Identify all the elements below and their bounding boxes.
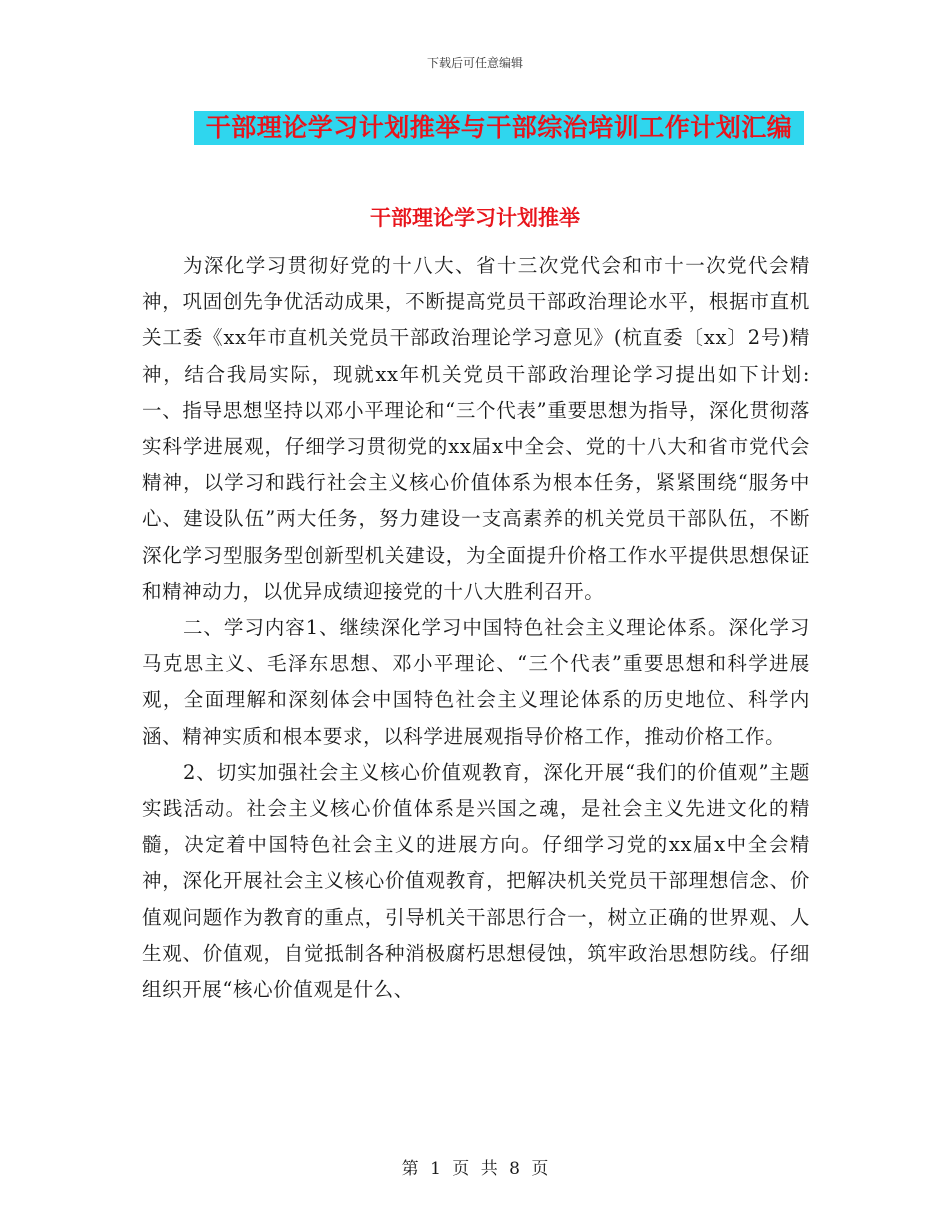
paragraph-study-content: 二、学习内容1、继续深化学习中国特色社会主义理论体系。深化学习马克思主义、毛泽东思想、邓小平理论、“三个代表”重要思想和科学进展观，全面理解和深刻体会中国特色社会主义理论体系的历史地位、科学内涵、精神实质和根本要求，以科学进展观指导价格工作，推动价格工作。 [142, 616, 810, 748]
body-text [142, 248, 810, 1008]
section-title: 干部理论学习计划推举 [370, 206, 580, 230]
paragraph-core-values: 2、切实加强社会主义核心价值观教育，深化开展“我们的价值观”主题实践活动。社会主义核心价值体系是兴国之魂，是社会主义先进文化的精髓，决定着中国特色社会主义的进展方向。仔细学习党的xx届x中全会精神，深化开展社会主义核心价值观教育，把解决机关党员干部理想信念、价值观问题作为教育的重点，引导机关干部思行合一，树立正确的世界观、人生观、价值观，自觉抵制各种消极腐朽思想侵蚀，筑牢政治思想防线。仔细组织开展“核心价值观是什么、 [142, 760, 810, 1002]
header-note: 下载后可任意编辑 [426, 56, 523, 70]
paragraph-intro: 为深化学习贯彻好党的十八大、省十三次党代会和市十一次党代会精神，巩固创先争优活动成果，不断提高党员干部政治理论水平，根据市直机关工委《xx年市直机关党员干部政治理论学习意见》(杭直委〔xx〕2号)精神，结合我局实际，现就xx年机关党员干部政治理论学习提出如下计划:一、指导思想坚持以邓小平理论和“三个代表”重要思想为指导，深化贯彻落实科学进展观，仔细学习贯彻党的xx届x中全会、党的十八大和省市党代会精神，以学习和践行社会主义核心价值体系为根本任务，紧紧围绕“服务中心、建设队伍”两大任务，努力建设一支高素养的机关党员干部队伍，不断深化学习型服务型创新型机关建设，为全面提升价格工作水平提供思想保证和精神动力，以优异成绩迎接党的十八大胜利召开。 [142, 254, 810, 603]
main-title-highlight [194, 111, 804, 145]
page-indicator: 第 1 页 共 8 页 [401, 1159, 549, 1179]
main-title: 干部理论学习计划推举与干部综治培训工作计划汇编 [205, 113, 793, 142]
